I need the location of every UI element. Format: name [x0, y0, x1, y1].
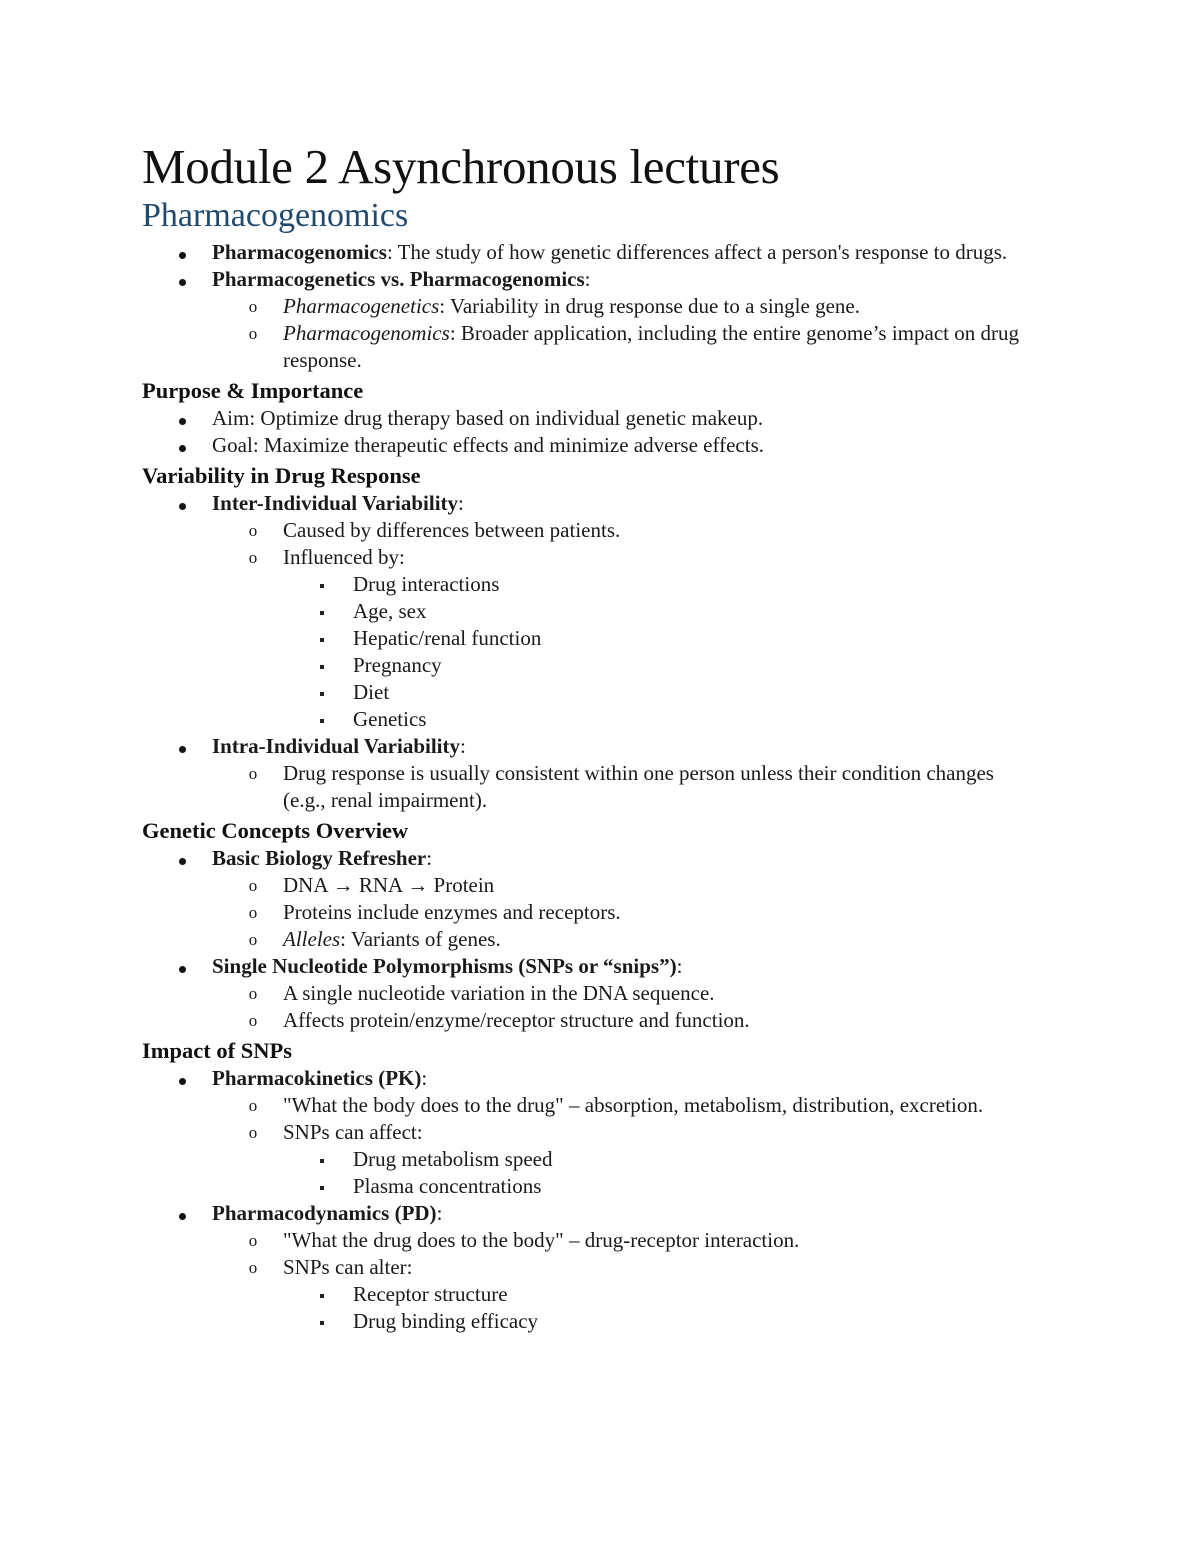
section-heading-impact: Impact of SNPs [142, 1038, 292, 1064]
circle-bullet-icon: o [248, 1231, 258, 1251]
term: Pharmacogenomics [283, 321, 450, 346]
genetic-list-2 [142, 953, 1082, 980]
sub-list [142, 517, 1082, 571]
effect-list [142, 1281, 1082, 1335]
circle-bullet-icon: o [248, 324, 258, 344]
definition: : [584, 267, 591, 292]
item-text: Aim: Optimize drug therapy based on individual genetic makeup. [212, 406, 764, 431]
item-text: Caused by differences between patients. [283, 518, 621, 543]
list-item [142, 872, 1082, 899]
document-subtitle: Pharmacogenomics [142, 196, 409, 234]
circle-bullet-icon: o [248, 1123, 258, 1143]
square-bullet-icon [315, 598, 329, 625]
list-item [142, 1146, 1082, 1173]
colon: : [436, 1201, 443, 1226]
term: Pharmacogenetics vs. Pharmacogenomics [212, 267, 585, 292]
circle-bullet-icon: o [248, 764, 258, 784]
list-item [142, 733, 1082, 760]
list-item [142, 1065, 1082, 1092]
circle-bullet-icon: o [248, 876, 258, 896]
section-heading-purpose: Purpose & Importance [142, 378, 364, 404]
bullet-icon [175, 266, 189, 293]
term: Intra-Individual Variability [212, 734, 460, 759]
item-text: Receptor structure [353, 1282, 508, 1307]
list-item [142, 239, 1082, 266]
purpose-list [142, 405, 1082, 459]
sub-list [142, 293, 1082, 374]
circle-bullet-icon: o [248, 1258, 258, 1278]
list-item [142, 1092, 1082, 1119]
square-bullet-icon [315, 1308, 329, 1335]
item-text: "What the body does to the drug" – absorption, metabolism, distribution, excretion. [283, 1093, 984, 1118]
sub-list [142, 980, 1082, 1034]
item-text: Diet [353, 680, 390, 705]
item-text: Drug interactions [353, 572, 500, 597]
impact-list [142, 1065, 1082, 1092]
intro-list [142, 239, 1082, 374]
term: Alleles [283, 927, 341, 952]
circle-bullet-icon: o [248, 903, 258, 923]
bullet-icon [175, 845, 189, 872]
item-text: Pregnancy [353, 653, 442, 678]
item-text: Goal: Maximize therapeutic effects and minimize adverse effects. [212, 433, 764, 458]
square-bullet-icon [315, 652, 329, 679]
list-item [142, 953, 1082, 980]
circle-bullet-icon: o [248, 521, 258, 541]
circle-bullet-icon: o [248, 984, 258, 1004]
item-text: "What the drug does to the body" – drug-receptor interaction. [283, 1228, 800, 1253]
genetic-list [142, 845, 1082, 872]
list-item [142, 1281, 1082, 1308]
bullet-icon [175, 953, 189, 980]
term: Pharmacokinetics (PK) [212, 1066, 422, 1091]
list-item [142, 1227, 1082, 1254]
square-bullet-icon [315, 706, 329, 733]
list-item [142, 517, 1082, 544]
colon: : [676, 954, 683, 979]
circle-bullet-icon: o [248, 297, 258, 317]
list-item [142, 1119, 1082, 1146]
square-bullet-icon [315, 571, 329, 598]
circle-bullet-icon: o [248, 930, 258, 950]
list-item [142, 926, 1082, 953]
term: Single Nucleotide Polymorphisms (SNPs or “snips”) [212, 954, 677, 979]
bullet-icon [175, 432, 189, 459]
item-text: SNPs can affect: [283, 1120, 423, 1145]
definition: : Variability in drug response due to a single gene. [439, 294, 860, 319]
term: Pharmacodynamics (PD) [212, 1201, 437, 1226]
term: Pharmacogenomics [212, 240, 387, 265]
bullet-icon [175, 1065, 189, 1092]
list-item [142, 266, 1082, 374]
list-item [142, 845, 1082, 872]
square-bullet-icon [315, 1173, 329, 1200]
list-item [142, 544, 1082, 571]
list-item [142, 320, 1082, 374]
effect-list [142, 1146, 1082, 1200]
list-item [142, 1007, 1082, 1034]
list-item [142, 432, 1082, 459]
sub-list [142, 872, 1082, 953]
list-item [142, 899, 1082, 926]
colon: : [421, 1066, 428, 1091]
document-title: Module 2 Asynchronous lectures [142, 139, 780, 194]
item-text: Drug metabolism speed [353, 1147, 553, 1172]
square-bullet-icon [315, 625, 329, 652]
list-item [142, 760, 1082, 814]
list-item [142, 679, 1082, 706]
item-text: Age, sex [353, 599, 427, 624]
item-text: SNPs can alter: [283, 1255, 413, 1280]
list-item [142, 1308, 1082, 1335]
bullet-icon [175, 1200, 189, 1227]
definition: : The study of how genetic differences affect a person's response to drugs. [386, 240, 1008, 265]
term: Basic Biology Refresher [212, 846, 427, 871]
factor-list [142, 571, 1082, 733]
list-item [142, 405, 1082, 432]
definition: : Variants of genes. [340, 927, 501, 952]
circle-bullet-icon: o [248, 548, 258, 568]
list-item [142, 625, 1082, 652]
list-item [142, 1254, 1082, 1281]
square-bullet-icon [315, 1281, 329, 1308]
list-item [142, 293, 1082, 320]
bullet-icon [175, 239, 189, 266]
list-item [142, 571, 1082, 598]
list-item [142, 652, 1082, 679]
item-text: Drug binding efficacy [353, 1309, 539, 1334]
list-item [142, 598, 1082, 625]
list-item [142, 706, 1082, 733]
square-bullet-icon [315, 1146, 329, 1173]
circle-bullet-icon: o [248, 1096, 258, 1116]
item-text: Drug response is usually consistent within one person unless their condition changes (e.g., renal impairment). [283, 761, 994, 813]
term: Pharmacogenetics [283, 294, 440, 319]
item-text: Hepatic/renal function [353, 626, 542, 651]
definition: : Broader application, including the entire genome’s impact on drug response. [283, 321, 1019, 373]
circle-bullet-icon: o [248, 1011, 258, 1031]
section-heading-genetic: Genetic Concepts Overview [142, 818, 409, 844]
item-text: A single nucleotide variation in the DNA sequence. [283, 981, 715, 1006]
list-item [142, 1200, 1082, 1227]
section-heading-variability: Variability in Drug Response [142, 463, 421, 489]
list-item [142, 1173, 1082, 1200]
colon: : [458, 491, 464, 516]
bullet-icon [175, 490, 189, 517]
item-text: Plasma concentrations [353, 1174, 542, 1199]
variability-list-2 [142, 733, 1082, 760]
variability-list [142, 490, 1082, 517]
document-page [142, 140, 1082, 1335]
sub-list [142, 760, 1082, 814]
item-text: Influenced by: [283, 545, 405, 570]
item-text: Affects protein/enzyme/receptor structure and function. [283, 1008, 750, 1033]
impact-list-2 [142, 1200, 1082, 1227]
bullet-icon [175, 405, 189, 432]
bullet-icon [175, 733, 189, 760]
list-item [142, 980, 1082, 1007]
colon: : [426, 846, 433, 871]
term: Inter-Individual Variability [212, 491, 459, 516]
item-text: Proteins include enzymes and receptors. [283, 900, 621, 925]
item-text: Genetics [353, 707, 427, 732]
item-text: DNA → RNA → Protein [283, 873, 495, 898]
sub-list [142, 1227, 1082, 1281]
sub-list [142, 1092, 1082, 1146]
colon: : [460, 734, 466, 759]
list-item [142, 490, 1082, 517]
square-bullet-icon [315, 679, 329, 706]
